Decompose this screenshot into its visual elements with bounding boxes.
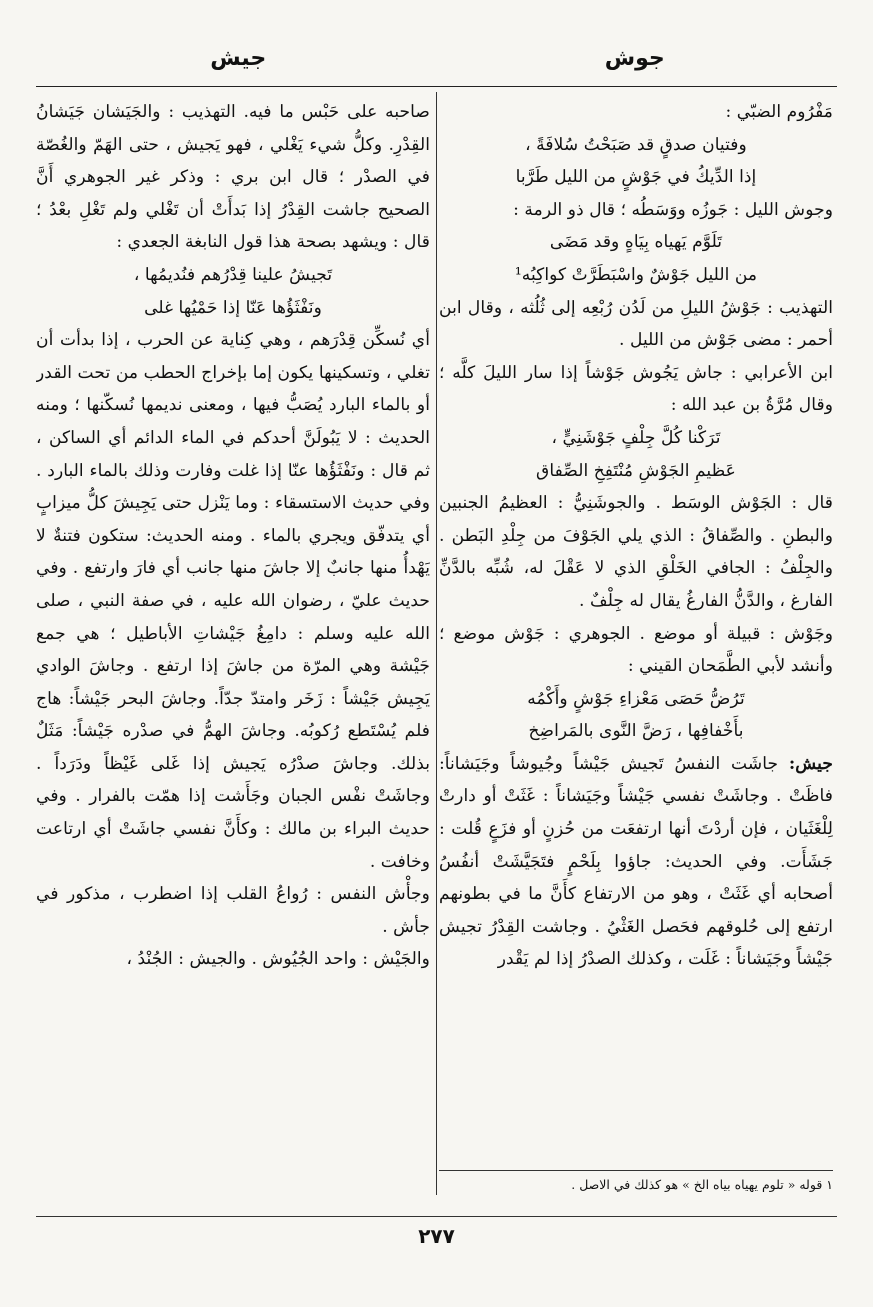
page-header	[40, 38, 833, 78]
left-running-headword: جيش	[210, 45, 267, 71]
text-paragraph: وجَوْش : قبيلة أو موضع . الجوهري : جَوْش موضع ؛ وأنشد لأبي الطَّمَحان القيني :	[439, 623, 833, 677]
text-paragraph: وجأْش النفس : رُواعُ القلب إذا اضطرب ، مذكور في جأش .	[36, 884, 430, 937]
text-paragraph: وجوش الليل : جَوزُه ووَسَطُه ؛ قال ذو الرمة :	[513, 199, 833, 220]
page-number: ٢٧٧	[418, 1224, 455, 1248]
footnote: ١ قوله « تلوم يهياه بياه الخ » هو كذلك في الاصل .	[571, 1177, 833, 1192]
bottom-rule	[36, 1216, 837, 1217]
right-column	[439, 96, 833, 1176]
verse-line: تَرُضُّ حَصَى مَعْزاءِ جَوْشٍ وأَكْمُه	[527, 688, 745, 709]
text-paragraph: قال : الجَوْش الوسَط . والجوشَنِيُّ : العظيمُ الجنبين والبطنِ . والصِّفاقُ : الذي يلي الجَوْفَ من جِلْدِ البَطن . والجِلْفُ : الجافي الخَلْقِ الذي لا عَقْلَ له، شُبِّه بالدَّنِّ الفارغ ، والدَّنُّ الفارغُ يقال له جِلْفٌ .	[439, 493, 833, 611]
verse-line: ونَفْثَؤُها عَنّا إذا حَمْيُها غلى	[144, 297, 322, 318]
right-running-headword: جوش	[604, 45, 665, 71]
text-paragraph: التهذيب : جَوْشُ الليلِ من لَدُن رُبْعِه إلى ثُلُثه ، وقال ابن أحمر : مضى جَوْش من الليل .	[439, 297, 833, 351]
verse-line: إذا الدِّيكُ في جَوْشٍ من الليل طَرَّبا	[515, 167, 757, 188]
verse-line: تَجيشُ علينا قِدْرُهم فنُديمُها ،	[133, 264, 333, 285]
header-rule	[36, 86, 837, 87]
verse-line: تَلَوَّم يَهياه بِيَاهٍ وقد مَضَى	[549, 232, 723, 253]
verse-line: من الليل جَوْشٌ واسْبَطَرَّتْ كواكِبُه¹	[514, 264, 758, 285]
text-paragraph: صاحبه على حَبْس ما فيه. التهذيب : والجَيَشان جَيَشانُ القِدْرِ. وكلُّ شيء يَغْلي ، فهو يَجيش ، حتى الهَمّ والغُصّة في الصدْر ؛ قال ابن بري : وذكر غير الجوهري أَنَّ الصحيح جاشت القِدْرُ إذا بَدأَتْ أن تَغْلي ولم تَغْلِ بعْدُ ؛ قال : ويشهد بصحة هذا قول النابغة الجعدي :	[36, 102, 430, 253]
text-paragraph: أي نُسكِّن قِدْرَهم ، وهي كِناية عن الحرب ، إذا بدأت أن تغلي ، وتسكينها يكون إما بإخراج الحطب من تحت القدر أو بالماء البارد يُصَبُّ فيها ، ومعنى نديمها نُسكّنها ؛ ومنه الحديث : لا يَبُولَنَّ أحدكم في الماء الدائم أي الساكن ، ثم قال : ونَفْثَؤُها عنّا إذا غلت وفارت وذلك بالماء البارد . وفي حديث الاستسقاء : وما يَنْزل حتى يَجِيشَ كلُّ ميزابٍ أي يتدفّق ويجري بالماء . ومنه الحديث: ستكون فتنةٌ لا يَهْدأُ منها جانبٌ إلا جاشَ منها جانب أي فارَ وارتفع . وفي حديث عليّ ، رضوان الله عليه ، في صفة النبي ، صلى الله عليه وسلم : دامِغُ جَيْشاتِ الأباطيل ؛ هي جمع جَيْشة وهي المرّة من جاشَ إذا ارتفع . وجاشَ الوادي يَجِيش جَيْشاً : زَخَر وامتدّ جدّاً. وجاشَ البحر جَيْشاً: هاج فلم يُسْتَطع رُكوبُه. وجاشَ الهمُّ في صدْره جَيْشاً: مَثَلٌ بذلك. وجاشَ صدْرُه يَجيش إذا غَلى غَيْظاً ودَرَداً . وجاشَتْ نفْس الجبان وجَأَشت إذا همّت بالفرار . وفي حديث البراء بن مالك : وكأَنَّ نفسي جاشَتْ أي ارتاعت وخافت .	[36, 330, 430, 872]
column-divider	[436, 92, 437, 1195]
text-paragraph: مَفْرُوم الضبّي :	[725, 102, 833, 122]
verse-line: تَرَكْنا كُلَّ جِلْفٍ جَوْشَنِيٍّ ،	[551, 427, 721, 448]
verse-line: عَظيمِ الجَوْشِ مُنْتَفِخِ الصِّفاق	[536, 460, 736, 481]
entry-headword: جيش:	[788, 753, 833, 774]
footnote-rule	[439, 1170, 833, 1171]
left-column	[36, 96, 430, 1176]
entry-paragraph	[439, 748, 833, 976]
text-paragraph: والجَيْش : واحد الجُيُوش . والجيش : الجُنْدُ ،	[126, 949, 430, 970]
verse-line: وفتيان صدقٍ قد صَبَحْتُ سُلافَةً ،	[525, 134, 747, 155]
entry-text: جاشَت النفسُ تَجيش جَيْشاً وجُيوشاً وجَيَشاناً: فاظَتْ . وجاشَتْ نفسي جَيْشاً وجَيَشاناً : غَثَتْ أو دارتْ لِلْغَثَيان ، فإن أردْتَ أنها ارتفعَت من حُزنٍ أو فزَعٍ قُلت : جَشَأَت. وفي الحديث: جاؤوا بِلَحْمٍ فتَجَيَّشَتْ أنفُسُ أصحابه أي غَثَتْ ، وهو من الارتفاع كأَنَّ ما في بطونهم ارتفع إلى حُلوقهم فحَصل الغَثْيُ . وجاشت القِدْرُ تجيش جَيْشاً وجَيَشاناً : غَلَت ، وكذلك الصدْرُ إذا لم يَقْدر	[439, 753, 833, 970]
verse-line: بأَخْفافِها ، رَضَّ النَّوى بالمَراضِخ	[528, 721, 744, 742]
text-paragraph: ابن الأعرابي : جاش يَجُوش جَوْشاً إذا سار الليلَ كلَّه ؛ وقال مُرَّةُ بن عبد الله :	[439, 362, 833, 416]
